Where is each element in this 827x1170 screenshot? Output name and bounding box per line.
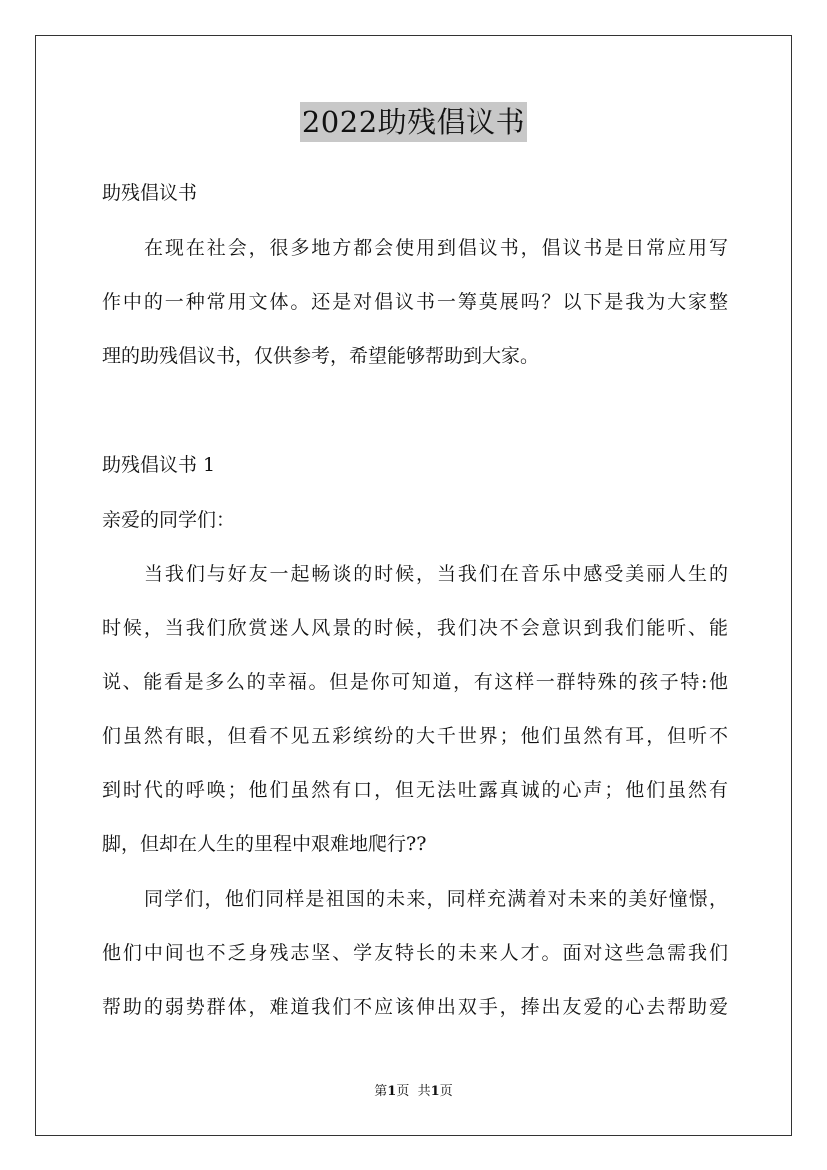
section-title: 助残倡议书 1 xyxy=(102,454,216,476)
footer-page-unit: 页 xyxy=(396,1084,410,1099)
paragraph-line: 时候，当我们欣赏迷人风景的时候，我们决不会意识到我们能听、能 xyxy=(102,617,728,639)
paragraph-line: 帮助的弱势群体，难道我们不应该伸出双手，捧出友爱的心去帮助爱 xyxy=(102,996,728,1018)
intro-line: 在现在社会，很多地方都会使用到倡议书，倡议书是日常应用写 xyxy=(144,237,728,259)
paragraph-line: 当我们与好友一起畅谈的时候，当我们在音乐中感受美丽人生的 xyxy=(144,563,728,585)
paragraph-line: 说、能看是多么的幸福。但是你可知道，有这样一群特殊的孩子特:他 xyxy=(102,671,728,693)
title-container xyxy=(0,102,827,142)
paragraph-line: 们虽然有眼，但看不见五彩缤纷的大千世界；他们虽然有耳，但听不 xyxy=(102,725,728,747)
intro-line: 作中的一种常用文体。还是对倡议书一筹莫展吗？以下是我为大家整 xyxy=(102,291,728,313)
footer-page-prefix: 第 xyxy=(374,1084,388,1099)
footer-total-prefix: 共 xyxy=(417,1084,431,1099)
paragraph-line: 到时代的呼唤；他们虽然有口，但无法吐露真诚的心声；他们虽然有 xyxy=(102,779,728,801)
document-title: 2022助残倡议书 xyxy=(300,102,527,142)
footer-total-unit: 页 xyxy=(439,1084,453,1099)
intro-line: 理的助残倡议书，仅供参考，希望能够帮助到大家。 xyxy=(102,345,540,367)
paragraph-line: 同学们，他们同样是祖国的未来，同样充满着对未来的美好憧憬， xyxy=(144,888,728,910)
page-footer xyxy=(0,1083,827,1101)
paragraph-line: 他们中间也不乏身残志坚、学友特长的未来人才。面对这些急需我们 xyxy=(102,942,728,964)
footer-page-total: 1 xyxy=(430,1084,440,1099)
document-heading: 助残倡议书 xyxy=(102,182,198,204)
paragraph-line: 脚，但却在人生的里程中艰难地爬行?? xyxy=(102,833,427,855)
salutation: 亲爱的同学们： xyxy=(102,509,236,531)
footer-page-current: 1 xyxy=(387,1084,397,1099)
